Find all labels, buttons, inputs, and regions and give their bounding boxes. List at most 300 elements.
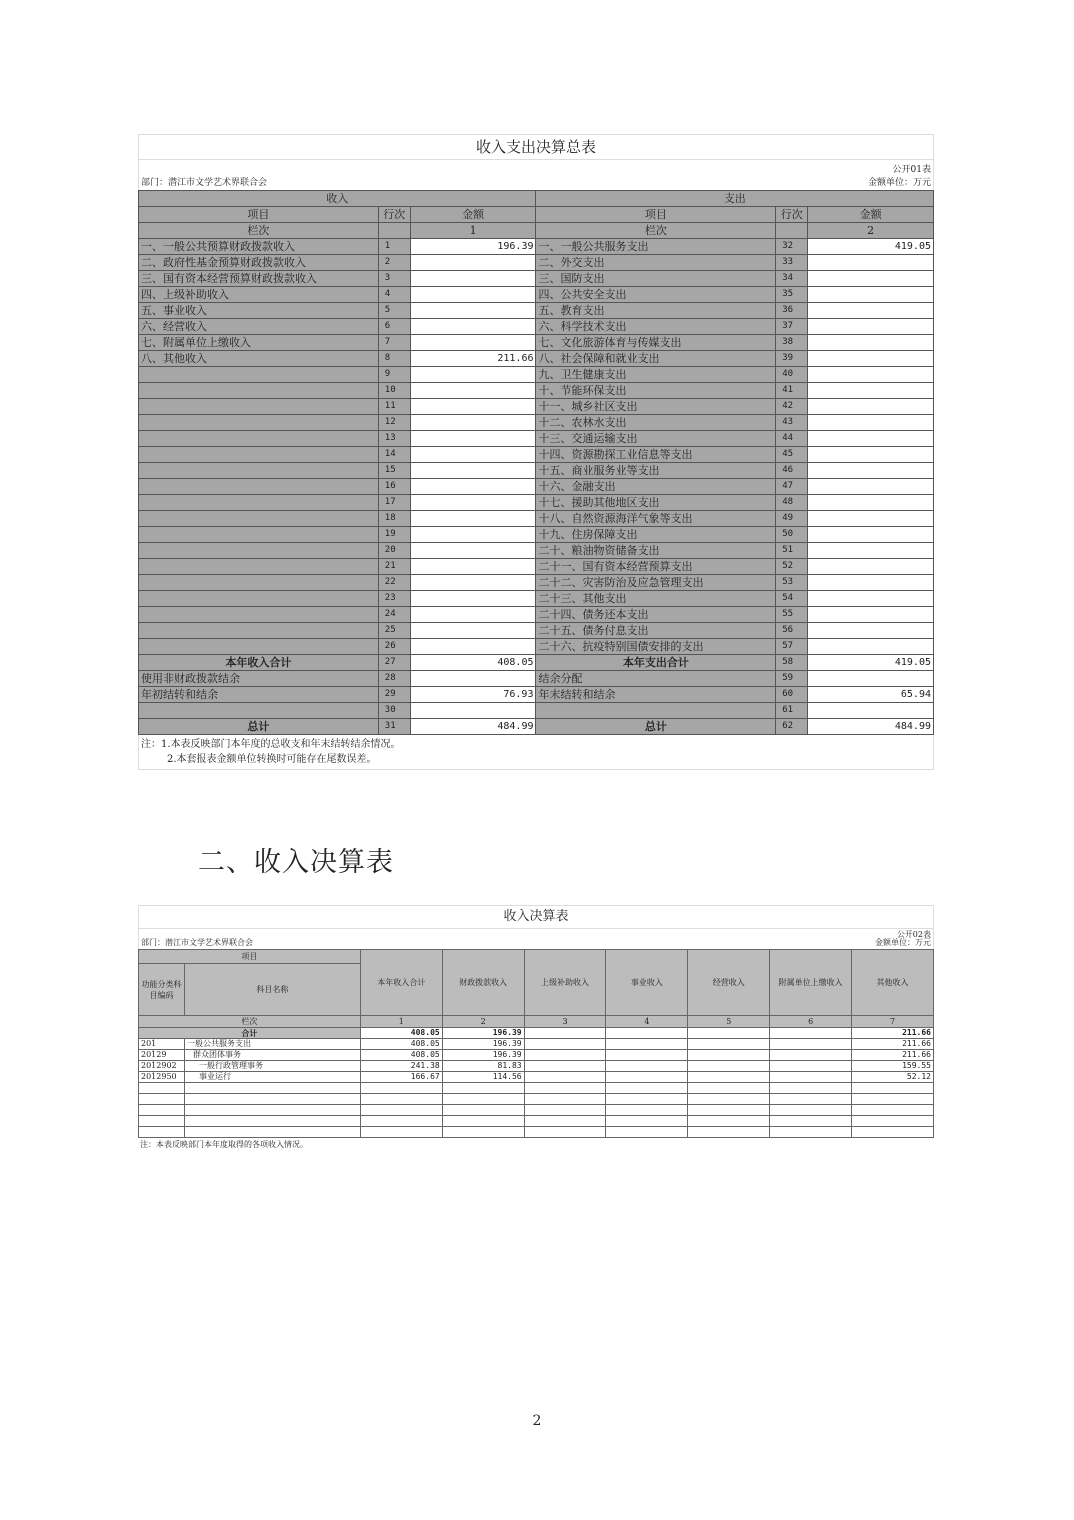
total-value (606, 1028, 688, 1039)
summary-row (139, 719, 934, 735)
expense-item: 六、科学技术支出 (536, 319, 776, 335)
total-value: 211.66 (852, 1028, 934, 1039)
expense-amount: 484.99 (808, 719, 934, 735)
empty-cell (524, 1094, 606, 1105)
empty-cell (688, 1105, 770, 1116)
expense-line-no: 45 (776, 447, 808, 463)
expense-item: 七、文化旅游体育与传媒支出 (536, 335, 776, 351)
value-cell: 159.55 (852, 1061, 934, 1072)
summary-row (139, 463, 934, 479)
summary-row (139, 335, 934, 351)
empty-cell (606, 1105, 688, 1116)
expense-item: 二、外交支出 (536, 255, 776, 271)
income-item (139, 575, 379, 591)
empty-cell (852, 1116, 934, 1127)
income-line-no: 20 (378, 543, 410, 559)
income-line-no: 31 (378, 719, 410, 735)
expense-amount (808, 591, 934, 607)
income-amount (410, 511, 536, 527)
value-cell (524, 1072, 606, 1083)
expense-line-no: 34 (776, 271, 808, 287)
empty-cell (442, 1105, 524, 1116)
expense-amount (808, 559, 934, 575)
summary-row (139, 479, 934, 495)
empty-cell (776, 223, 808, 239)
value-cell: 241.38 (360, 1061, 442, 1072)
expense-line-no: 48 (776, 495, 808, 511)
expense-line-no: 58 (776, 655, 808, 671)
summary-row (139, 495, 934, 511)
empty-cell (360, 1116, 442, 1127)
expense-item: 二十一、国有资本经营预算支出 (536, 559, 776, 575)
summary-row (139, 639, 934, 655)
summary-row (139, 687, 934, 703)
expense-amount (808, 415, 934, 431)
expense-line-no: 56 (776, 623, 808, 639)
summary-row (139, 271, 934, 287)
income-line-no: 16 (378, 479, 410, 495)
expense-line-no: 54 (776, 591, 808, 607)
col-number: 3 (524, 1016, 606, 1028)
income-item (139, 431, 379, 447)
income-line-no: 10 (378, 383, 410, 399)
income-amount (410, 335, 536, 351)
income-amount (410, 479, 536, 495)
expense-amount (808, 623, 934, 639)
subject-code: 2012902 (139, 1061, 185, 1072)
summary-row (139, 511, 934, 527)
expense-amount (808, 255, 934, 271)
income-item (139, 639, 379, 655)
income-item (139, 527, 379, 543)
subject-name: 群众团体事务 (184, 1050, 360, 1061)
expense-amount (808, 351, 934, 367)
expense-line-no: 38 (776, 335, 808, 351)
value-cell (524, 1050, 606, 1061)
expense-line-no: 44 (776, 431, 808, 447)
value-cell: 196.39 (442, 1050, 524, 1061)
income-item (139, 623, 379, 639)
income-amount-header: 金额 (410, 207, 536, 223)
summary-row (139, 255, 934, 271)
summary-row (139, 399, 934, 415)
expense-line-no: 51 (776, 543, 808, 559)
expense-item: 年末结转和结余 (536, 687, 776, 703)
summary-row (139, 655, 934, 671)
income-line-no: 15 (378, 463, 410, 479)
income-lanci-label: 栏次 (139, 223, 379, 239)
income-line-no: 26 (378, 639, 410, 655)
total-value (524, 1028, 606, 1039)
value-cell (606, 1061, 688, 1072)
expense-line-no: 49 (776, 511, 808, 527)
expense-amount (808, 639, 934, 655)
value-cell (770, 1061, 852, 1072)
income-amount: 76.93 (410, 687, 536, 703)
expense-item: 三、国防支出 (536, 271, 776, 287)
empty-cell (688, 1116, 770, 1127)
value-cell: 114.56 (442, 1072, 524, 1083)
expense-line-no: 55 (776, 607, 808, 623)
empty-cell (184, 1116, 360, 1127)
empty-cell (688, 1127, 770, 1138)
value-cell: 166.67 (360, 1072, 442, 1083)
expense-amount (808, 303, 934, 319)
col-header: 本年收入合计 (360, 950, 442, 1016)
income-line-no: 7 (378, 335, 410, 351)
subject-name: 事业运行 (184, 1072, 360, 1083)
summary-row (139, 431, 934, 447)
note-1: 注：1.本表反映部门本年度的总收支和年末结转结余情况。 (141, 739, 401, 750)
col-header: 其他收入 (852, 950, 934, 1016)
empty-cell (852, 1105, 934, 1116)
expense-amount (808, 399, 934, 415)
expense-amount: 419.05 (808, 239, 934, 255)
value-cell (606, 1072, 688, 1083)
summary-row (139, 543, 934, 559)
summary-row (139, 303, 934, 319)
income-item (139, 383, 379, 399)
expense-amount (808, 447, 934, 463)
expense-amount (808, 671, 934, 687)
value-cell (770, 1050, 852, 1061)
expense-item: 八、社会保障和就业支出 (536, 351, 776, 367)
income-line-no: 14 (378, 447, 410, 463)
income-item: 二、政府性基金预算财政拨款收入 (139, 255, 379, 271)
expense-amount (808, 527, 934, 543)
expense-item: 总计 (536, 719, 776, 735)
expense-line-no: 57 (776, 639, 808, 655)
empty-cell (606, 1083, 688, 1094)
expense-line-no: 50 (776, 527, 808, 543)
income-note: 注：本表反映部门本年度取得的各项收入情况。 (140, 1140, 308, 1149)
income-item (139, 447, 379, 463)
expense-item: 五、教育支出 (536, 303, 776, 319)
income-item: 四、上级补助收入 (139, 287, 379, 303)
value-cell (606, 1050, 688, 1061)
expense-amount: 65.94 (808, 687, 934, 703)
summary-table (138, 190, 934, 735)
income-amount (410, 319, 536, 335)
subject-name: 一般公共服务支出 (184, 1039, 360, 1050)
income-item: 一、一般公共预算财政拨款收入 (139, 239, 379, 255)
expense-line-no: 33 (776, 255, 808, 271)
empty-cell (442, 1094, 524, 1105)
income-line-no: 25 (378, 623, 410, 639)
expense-item: 二十五、债务付息支出 (536, 623, 776, 639)
income-line-no: 4 (378, 287, 410, 303)
summary-row (139, 671, 934, 687)
name-header: 科目名称 (184, 964, 360, 1016)
expense-line-no: 36 (776, 303, 808, 319)
empty-cell (360, 1127, 442, 1138)
expense-line-no: 43 (776, 415, 808, 431)
income-table (138, 949, 934, 1138)
empty-row (139, 1105, 934, 1116)
col-number: 7 (852, 1016, 934, 1028)
empty-cell (184, 1094, 360, 1105)
value-cell (688, 1050, 770, 1061)
value-cell (524, 1039, 606, 1050)
summary-row (139, 239, 934, 255)
expense-line-no: 37 (776, 319, 808, 335)
income-line-no: 12 (378, 415, 410, 431)
income-line-no: 30 (378, 703, 410, 719)
expense-line-no: 59 (776, 671, 808, 687)
income-item (139, 543, 379, 559)
expense-item: 本年支出合计 (536, 655, 776, 671)
expense-item: 一、一般公共服务支出 (536, 239, 776, 255)
total-label: 合计 (139, 1028, 361, 1039)
expense-item: 二十四、债务还本支出 (536, 607, 776, 623)
total-value: 408.05 (360, 1028, 442, 1039)
income-item (139, 703, 379, 719)
expense-lanci-label: 栏次 (536, 223, 776, 239)
value-cell (688, 1039, 770, 1050)
summary-table-container (138, 134, 934, 770)
empty-cell (184, 1083, 360, 1094)
total-value (688, 1028, 770, 1039)
empty-cell (606, 1116, 688, 1127)
income-header: 收入 (139, 191, 536, 207)
col-header: 附属单位上缴收入 (770, 950, 852, 1016)
col-number: 6 (770, 1016, 852, 1028)
value-cell (688, 1061, 770, 1072)
summary-row (139, 607, 934, 623)
summary-row (139, 559, 934, 575)
summary-row (139, 415, 934, 431)
expense-item: 十七、援助其他地区支出 (536, 495, 776, 511)
income-amount (410, 495, 536, 511)
expense-item: 二十六、抗疫特别国债安排的支出 (536, 639, 776, 655)
subject-code: 20129 (139, 1050, 185, 1061)
value-cell: 408.05 (360, 1050, 442, 1061)
income-amount (410, 303, 536, 319)
expense-item: 二十二、灾害防治及应急管理支出 (536, 575, 776, 591)
income-item (139, 367, 379, 383)
empty-cell (524, 1116, 606, 1127)
income-item (139, 511, 379, 527)
expense-amount (808, 287, 934, 303)
income-amount (410, 431, 536, 447)
summary-row (139, 591, 934, 607)
value-cell (688, 1072, 770, 1083)
empty-row (139, 1094, 934, 1105)
page-number: 2 (532, 1413, 542, 1429)
col-number: 4 (606, 1016, 688, 1028)
income-line-no: 21 (378, 559, 410, 575)
income-item (139, 607, 379, 623)
income-item: 总计 (139, 719, 379, 735)
subject-code: 2012950 (139, 1072, 185, 1083)
expense-item: 十五、商业服务业等支出 (536, 463, 776, 479)
income-line-no: 23 (378, 591, 410, 607)
income-line-no: 17 (378, 495, 410, 511)
income-amount (410, 255, 536, 271)
income-amount (410, 623, 536, 639)
expense-item: 结余分配 (536, 671, 776, 687)
income-amount (410, 399, 536, 415)
value-cell: 81.83 (442, 1061, 524, 1072)
department-label: 部门：潜江市文学艺术界联合会 (141, 938, 253, 947)
income-line-no: 6 (378, 319, 410, 335)
empty-row (139, 1083, 934, 1094)
col-number: 5 (688, 1016, 770, 1028)
expense-amount (808, 383, 934, 399)
summary-row (139, 287, 934, 303)
income-amount: 408.05 (410, 655, 536, 671)
expense-item-header: 项目 (536, 207, 776, 223)
empty-cell (139, 1105, 185, 1116)
expense-item: 十六、金融支出 (536, 479, 776, 495)
income-item (139, 591, 379, 607)
summary-row (139, 383, 934, 399)
empty-cell (139, 1116, 185, 1127)
income-amount (410, 639, 536, 655)
expense-item: 二十、粮油物资储备支出 (536, 543, 776, 559)
empty-row (139, 1116, 934, 1127)
income-line-no: 29 (378, 687, 410, 703)
empty-row (139, 1127, 934, 1138)
empty-cell (524, 1105, 606, 1116)
empty-cell (360, 1083, 442, 1094)
col-header: 经营收入 (688, 950, 770, 1016)
value-cell: 211.66 (852, 1039, 934, 1050)
income-amount (410, 463, 536, 479)
expense-line-no: 32 (776, 239, 808, 255)
empty-cell (139, 1083, 185, 1094)
department-label: 部门：潜江市文学艺术界联合会 (141, 178, 268, 188)
total-value (770, 1028, 852, 1039)
income-item-header: 项目 (139, 207, 379, 223)
income-item: 七、附属单位上缴收入 (139, 335, 379, 351)
expense-line-no: 47 (776, 479, 808, 495)
income-line-no: 27 (378, 655, 410, 671)
empty-cell (184, 1127, 360, 1138)
income-line-no: 9 (378, 367, 410, 383)
empty-cell (688, 1083, 770, 1094)
summary-row (139, 319, 934, 335)
income-amount (410, 287, 536, 303)
summary-row (139, 351, 934, 367)
summary-row (139, 367, 934, 383)
empty-cell (852, 1083, 934, 1094)
table-row (139, 1050, 934, 1061)
value-cell: 211.66 (852, 1050, 934, 1061)
expense-item: 四、公共安全支出 (536, 287, 776, 303)
expense-line-no: 41 (776, 383, 808, 399)
expense-line-no: 42 (776, 399, 808, 415)
empty-cell (770, 1094, 852, 1105)
empty-cell (184, 1105, 360, 1116)
expense-amount (808, 607, 934, 623)
income-line-no: 19 (378, 527, 410, 543)
expense-amount (808, 703, 934, 719)
income-amount (410, 367, 536, 383)
income-line-no: 18 (378, 511, 410, 527)
income-item: 年初结转和结余 (139, 687, 379, 703)
col-header: 事业收入 (606, 950, 688, 1016)
expense-col-number: 2 (808, 223, 934, 239)
empty-cell (606, 1127, 688, 1138)
col-header: 上级补助收入 (524, 950, 606, 1016)
empty-cell (770, 1127, 852, 1138)
income-amount (410, 575, 536, 591)
form-number: 公开01表 (892, 165, 931, 175)
empty-cell (524, 1083, 606, 1094)
income-line-no: 1 (378, 239, 410, 255)
income-amount (410, 607, 536, 623)
summary-row (139, 623, 934, 639)
expense-item: 二十三、其他支出 (536, 591, 776, 607)
unit-label: 金额单位：万元 (867, 178, 931, 188)
empty-cell (770, 1083, 852, 1094)
empty-cell (139, 1094, 185, 1105)
empty-cell (360, 1105, 442, 1116)
income-item (139, 399, 379, 415)
income-amount (410, 527, 536, 543)
expense-line-no: 39 (776, 351, 808, 367)
income-item (139, 463, 379, 479)
income-line-no: 22 (378, 575, 410, 591)
summary-row (139, 575, 934, 591)
income-table-title: 收入决算表 (138, 905, 934, 928)
expense-amount (808, 319, 934, 335)
empty-cell (378, 223, 410, 239)
income-line-no: 28 (378, 671, 410, 687)
col-number: 2 (442, 1016, 524, 1028)
summary-row (139, 527, 934, 543)
income-amount (410, 671, 536, 687)
summary-table-title: 收入支出决算总表 (138, 134, 934, 159)
empty-cell (852, 1127, 934, 1138)
income-line-no: 13 (378, 431, 410, 447)
note-2: 2.本套报表金额单位转换时可能存在尾数误差。 (167, 754, 377, 765)
income-amount (410, 559, 536, 575)
empty-cell (139, 1127, 185, 1138)
income-line-no: 5 (378, 303, 410, 319)
empty-cell (606, 1094, 688, 1105)
empty-cell (688, 1094, 770, 1105)
expense-line-no: 61 (776, 703, 808, 719)
expense-item: 十三、交通运输支出 (536, 431, 776, 447)
empty-cell (442, 1083, 524, 1094)
unit-label: 金额单位：万元 (875, 938, 931, 947)
expense-item: 十一、城乡社区支出 (536, 399, 776, 415)
expense-item: 十九、住房保障支出 (536, 527, 776, 543)
empty-cell (524, 1127, 606, 1138)
expense-line-header: 行次 (776, 207, 808, 223)
expense-amount (808, 575, 934, 591)
income-item (139, 415, 379, 431)
value-cell (524, 1061, 606, 1072)
expense-line-no: 62 (776, 719, 808, 735)
income-line-header: 行次 (378, 207, 410, 223)
expense-line-no: 40 (776, 367, 808, 383)
income-amount (410, 591, 536, 607)
summary-table-meta (138, 159, 934, 190)
expense-amount-header: 金额 (808, 207, 934, 223)
total-value: 196.39 (442, 1028, 524, 1039)
income-amount: 196.39 (410, 239, 536, 255)
income-line-no: 3 (378, 271, 410, 287)
income-amount (410, 415, 536, 431)
expense-amount (808, 431, 934, 447)
expense-amount (808, 271, 934, 287)
value-cell (606, 1039, 688, 1050)
income-table-meta (138, 928, 934, 949)
income-amount: 211.66 (410, 351, 536, 367)
